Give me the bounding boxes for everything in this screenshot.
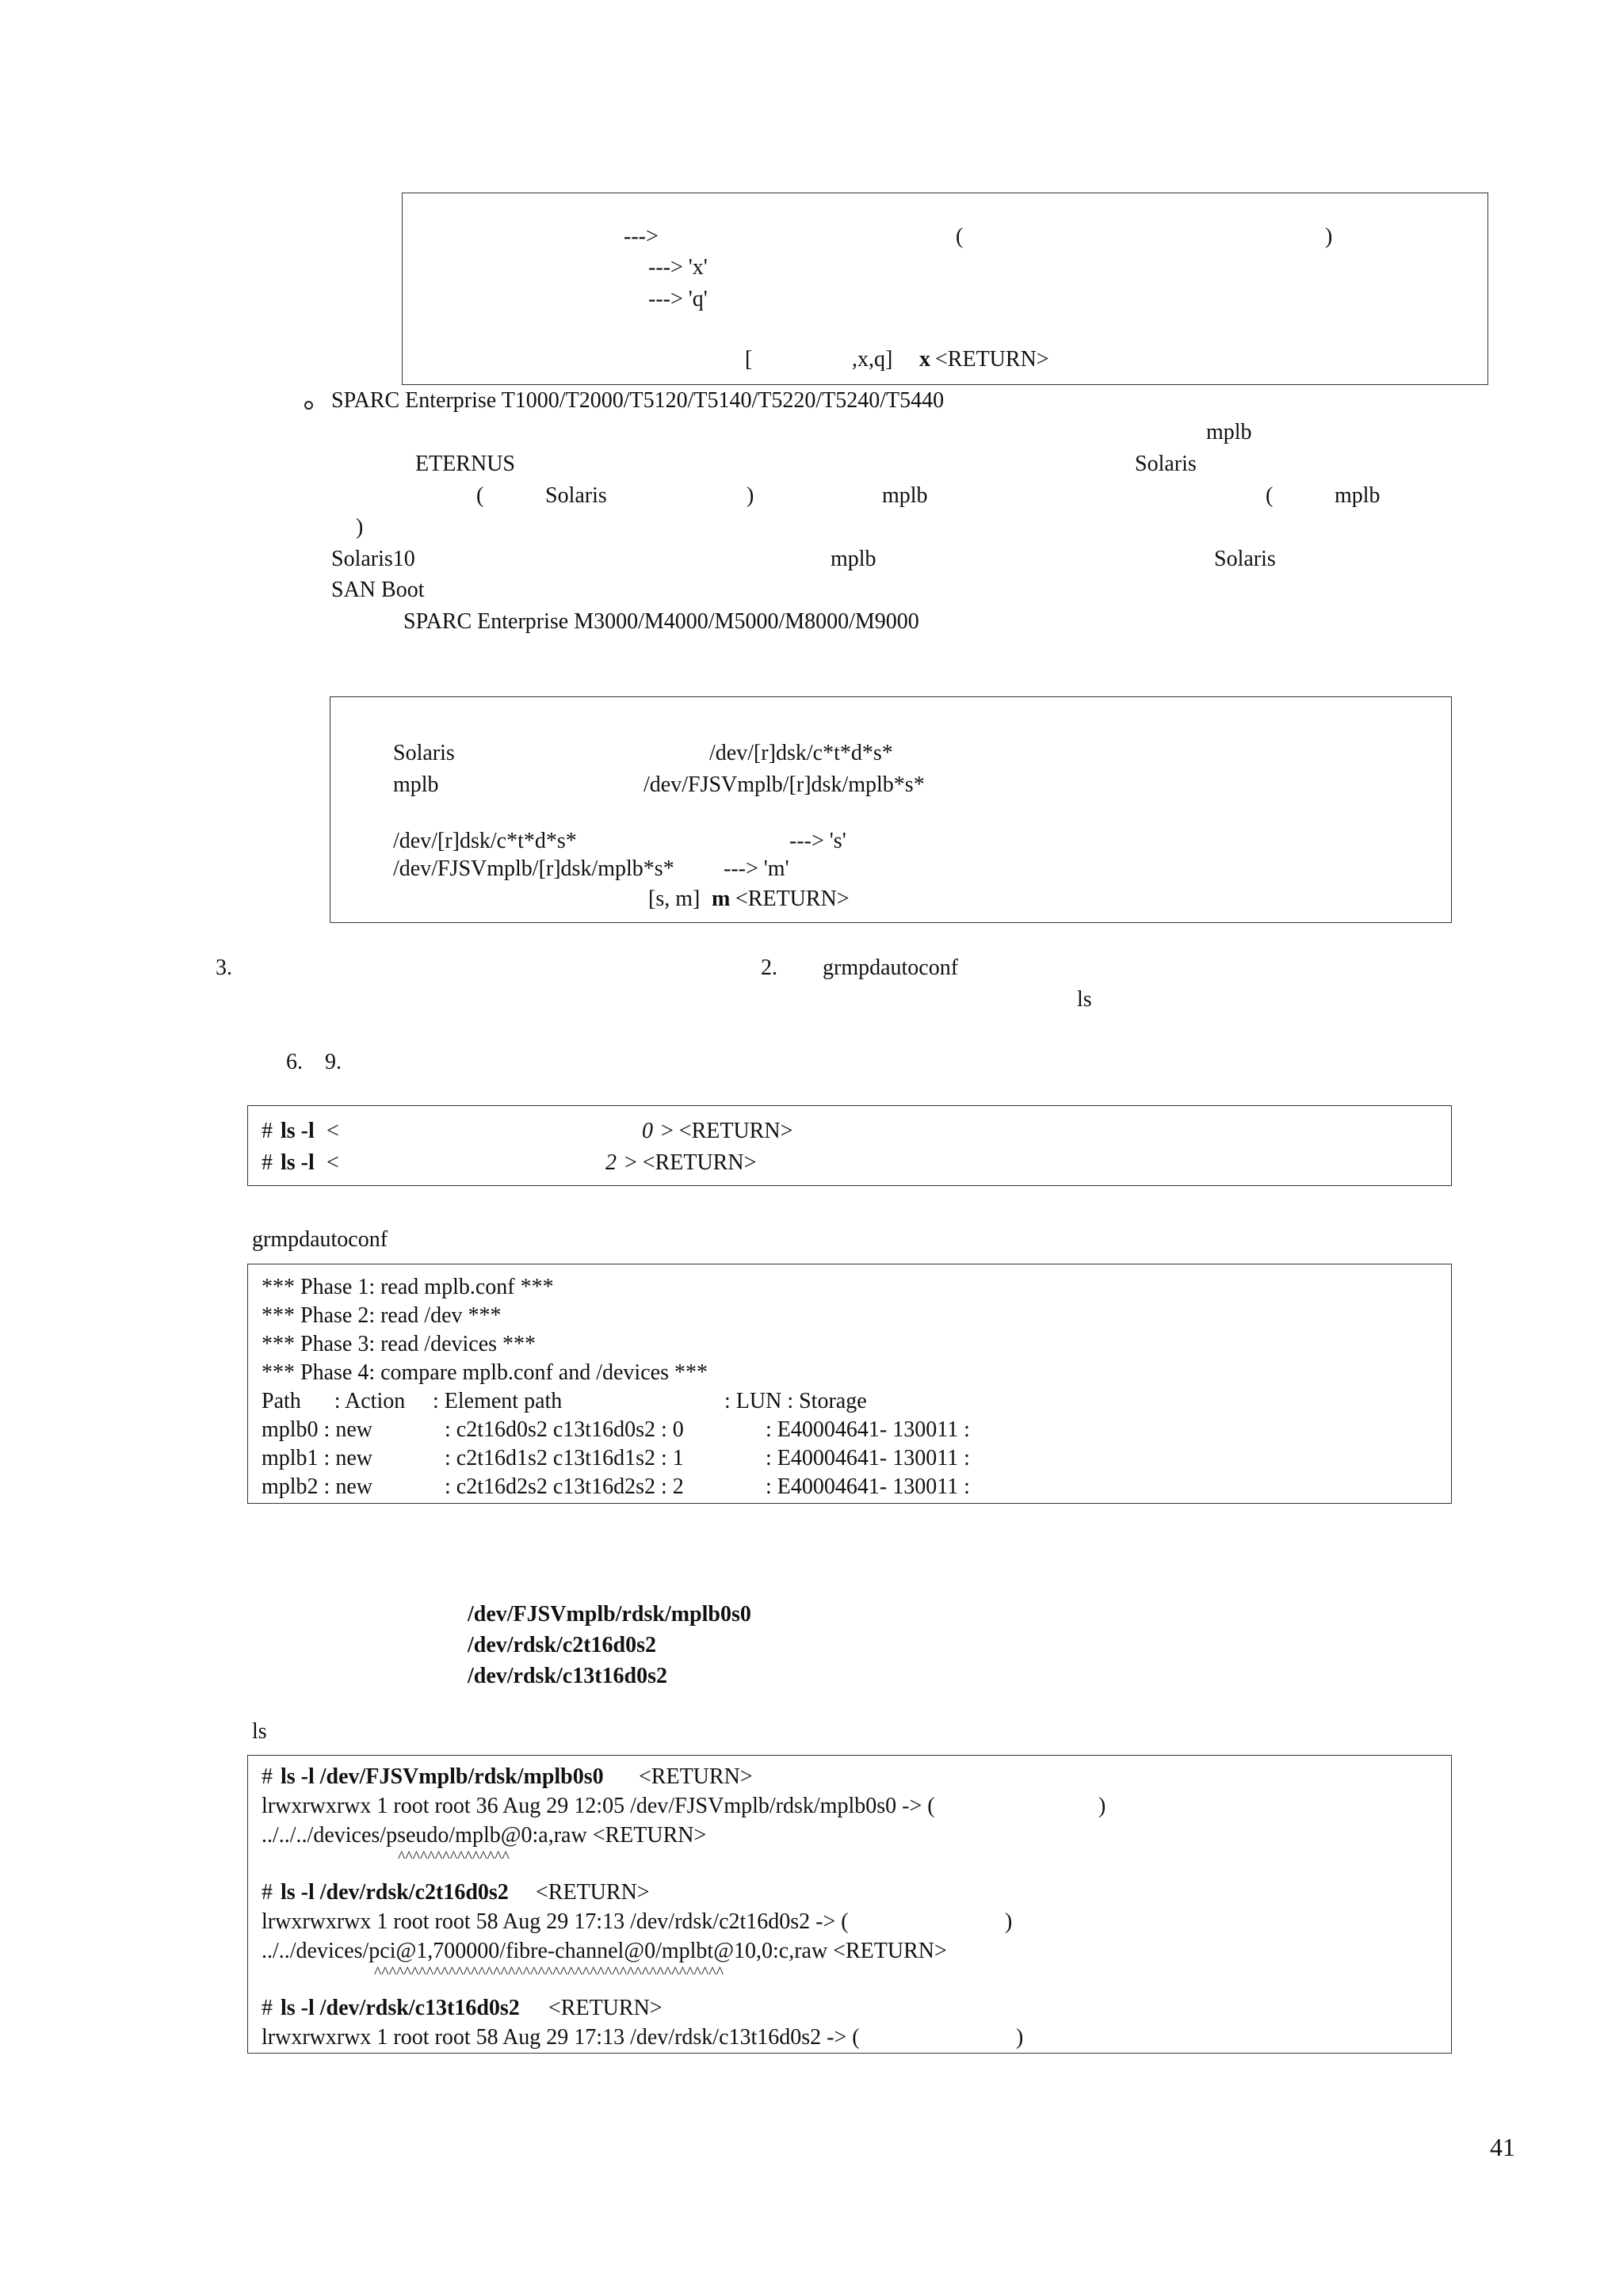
grmpd-label: grmpdautoconf (252, 1227, 388, 1252)
box5-cmd1: ls -l /dev/FJSVmplb/rdsk/mplb0s0 (281, 1764, 604, 1789)
bold-path: /dev/rdsk/c2t16d0s2 (468, 1633, 657, 1657)
box3-line2-hash: # (262, 1150, 273, 1175)
bold-path: /dev/FJSVmplb/rdsk/mplb0s0 (468, 1602, 751, 1627)
para-eternus: ETERNUS (415, 452, 515, 476)
bullet-icon (304, 401, 313, 410)
box2-solaris-label: Solaris (393, 741, 455, 765)
box2-opt2-key: ---> 'm' (724, 856, 789, 881)
box5-cmd2-return: <RETURN> (536, 1880, 650, 1905)
step3-ref-2: 2. (761, 955, 777, 980)
para-paren-close-1: ) (747, 483, 754, 508)
table-row-storage: : E40004641- 130011 : (766, 1474, 970, 1499)
para-solaris-2: Solaris (545, 483, 607, 508)
para-mplb-3: mplb (1335, 483, 1381, 508)
table-row-element: : c2t16d0s2 c13t16d0s2 : 0 (445, 1417, 684, 1442)
table-header-lun: : LUN : Storage (724, 1389, 867, 1413)
phase-line: *** Phase 2: read /dev *** (262, 1303, 502, 1328)
device-path-box (330, 696, 1452, 923)
box2-opt1-key: ---> 's' (789, 829, 846, 853)
table-row-storage: : E40004641- 130011 : (766, 1417, 970, 1442)
box3-line2-cmd: ls -l (281, 1150, 315, 1175)
bullet-heading: SPARC Enterprise T1000/T2000/T5120/T5140/T5220/T5240/T5440 (331, 388, 945, 413)
box1-prompt-options: ,x,q] (852, 347, 893, 372)
phase-line: *** Phase 3: read /devices *** (262, 1332, 537, 1356)
box5-cmd3-return: <RETURN> (548, 1996, 663, 2020)
box2-solaris-path: /dev/[r]dsk/c*t*d*s* (709, 741, 893, 765)
box1-prompt-bracket: [ (745, 347, 753, 372)
box5-caret2: ^^^^^^^^^^^^^^^^^^^^^^^^^^^^^^^^^^^^^^^^^^^^^^^ (374, 1964, 724, 1981)
phase-line: *** Phase 1: read mplb.conf *** (262, 1275, 554, 1299)
ls-command-box (247, 1105, 1452, 1186)
box2-prompt-options: [s, m] (648, 887, 701, 911)
para-mplb-1: mplb (1206, 420, 1252, 444)
table-row-storage: : E40004641- 130011 : (766, 1446, 970, 1470)
box2-mplb-path: /dev/FJSVmplb/[r]dsk/mplb*s* (643, 772, 925, 797)
box3-line2-num: 2 (605, 1150, 617, 1175)
bold-path: /dev/rdsk/c13t16d0s2 (468, 1664, 668, 1688)
para-solaris-1: Solaris (1135, 452, 1197, 476)
box1-prompt-return: <RETURN> (935, 347, 1049, 372)
para-paren-open-1: ( (476, 483, 484, 508)
box2-opt2-path: /dev/FJSVmplb/[r]dsk/mplb*s* (393, 856, 674, 881)
box5-out3a: lrwxrwxrwx 1 root root 58 Aug 29 17:13 /dev/rdsk/c13t16d0s2 -> ( (262, 2025, 860, 2050)
box5-out2a-close: ) (1005, 1909, 1013, 1934)
box5-out3a-close: ) (1016, 2025, 1024, 2050)
box1-arrow: ---> (624, 224, 659, 249)
box5-cmd3-hash: # (262, 1996, 273, 2020)
para-solaris-3: Solaris (1214, 547, 1276, 571)
para-solaris10: Solaris10 (331, 547, 415, 571)
box3-line2-rest: > <RETURN> (624, 1150, 757, 1175)
para-m-series: SPARC Enterprise M3000/M4000/M5000/M8000/M9000 (403, 609, 919, 634)
box2-opt1-path: /dev/[r]dsk/c*t*d*s* (393, 829, 577, 853)
box5-out1a-close: ) (1098, 1794, 1106, 1818)
box3-line1-hash: # (262, 1119, 273, 1143)
ls-label: ls (252, 1719, 267, 1744)
box3-line1-cmd: ls -l (281, 1119, 315, 1143)
para-san-boot: SAN Boot (331, 578, 425, 602)
box3-line1-lt: < (327, 1119, 339, 1143)
box5-cmd3: ls -l /dev/rdsk/c13t16d0s2 (281, 1996, 520, 2020)
box5-out1a: lrwxrwxrwx 1 root root 36 Aug 29 12:05 /dev/FJSVmplb/rdsk/mplb0s0 -> ( (262, 1794, 935, 1818)
box2-prompt-return: <RETURN> (735, 887, 850, 911)
box5-out1b: ../../../devices/pseudo/mplb@0:a,raw <RETURN> (262, 1823, 707, 1848)
box5-cmd1-hash: # (262, 1764, 273, 1789)
box2-mplb-label: mplb (393, 772, 439, 797)
table-row-path: mplb0 : new (262, 1417, 372, 1442)
box3-line1-rest: > <RETURN> (661, 1119, 793, 1143)
step3-refs: 6. 9. (286, 1050, 342, 1074)
box3-line1-num: 0 (642, 1119, 653, 1143)
page-number: 41 (1490, 2133, 1515, 2161)
para-paren-open-2: ( (1266, 483, 1274, 508)
box1-option-q: ---> 'q' (648, 287, 708, 311)
step3-ls: ls (1077, 987, 1092, 1012)
box1-paren-open: ( (956, 224, 964, 249)
para-mplb-2: mplb (882, 483, 928, 508)
step3-number: 3. (216, 955, 232, 980)
box1-option-x: ---> 'x' (648, 255, 708, 280)
table-row-path: mplb1 : new (262, 1446, 372, 1470)
box5-out2b: ../../devices/pci@1,700000/fibre-channel@0/mplbt@10,0:c,raw <RETURN> (262, 1939, 947, 1963)
para-mplb-4: mplb (831, 547, 876, 571)
para-paren-close-2: ) (356, 515, 364, 540)
table-header-path: Path : Action (262, 1389, 406, 1413)
table-header-element: : Element path (433, 1389, 563, 1413)
box5-caret1: ^^^^^^^^^^^^^^^ (398, 1848, 510, 1866)
table-row-element: : c2t16d2s2 c13t16d2s2 : 2 (445, 1474, 684, 1499)
box1-prompt-answer: x (919, 347, 930, 372)
table-row-element: : c2t16d1s2 c13t16d1s2 : 1 (445, 1446, 684, 1470)
step3-cmd: grmpdautoconf (823, 955, 959, 980)
phase-line: *** Phase 4: compare mplb.conf and /devices *** (262, 1360, 708, 1385)
table-row-path: mplb2 : new (262, 1474, 372, 1499)
box2-prompt-answer: m (712, 887, 731, 911)
box5-cmd1-return: <RETURN> (639, 1764, 753, 1789)
box3-line2-lt: < (327, 1150, 339, 1175)
box5-cmd2: ls -l /dev/rdsk/c2t16d0s2 (281, 1880, 509, 1905)
box1-paren-close: ) (1325, 224, 1333, 249)
box5-out2a: lrwxrwxrwx 1 root root 58 Aug 29 17:13 /dev/rdsk/c2t16d0s2 -> ( (262, 1909, 849, 1934)
box5-cmd2-hash: # (262, 1880, 273, 1905)
